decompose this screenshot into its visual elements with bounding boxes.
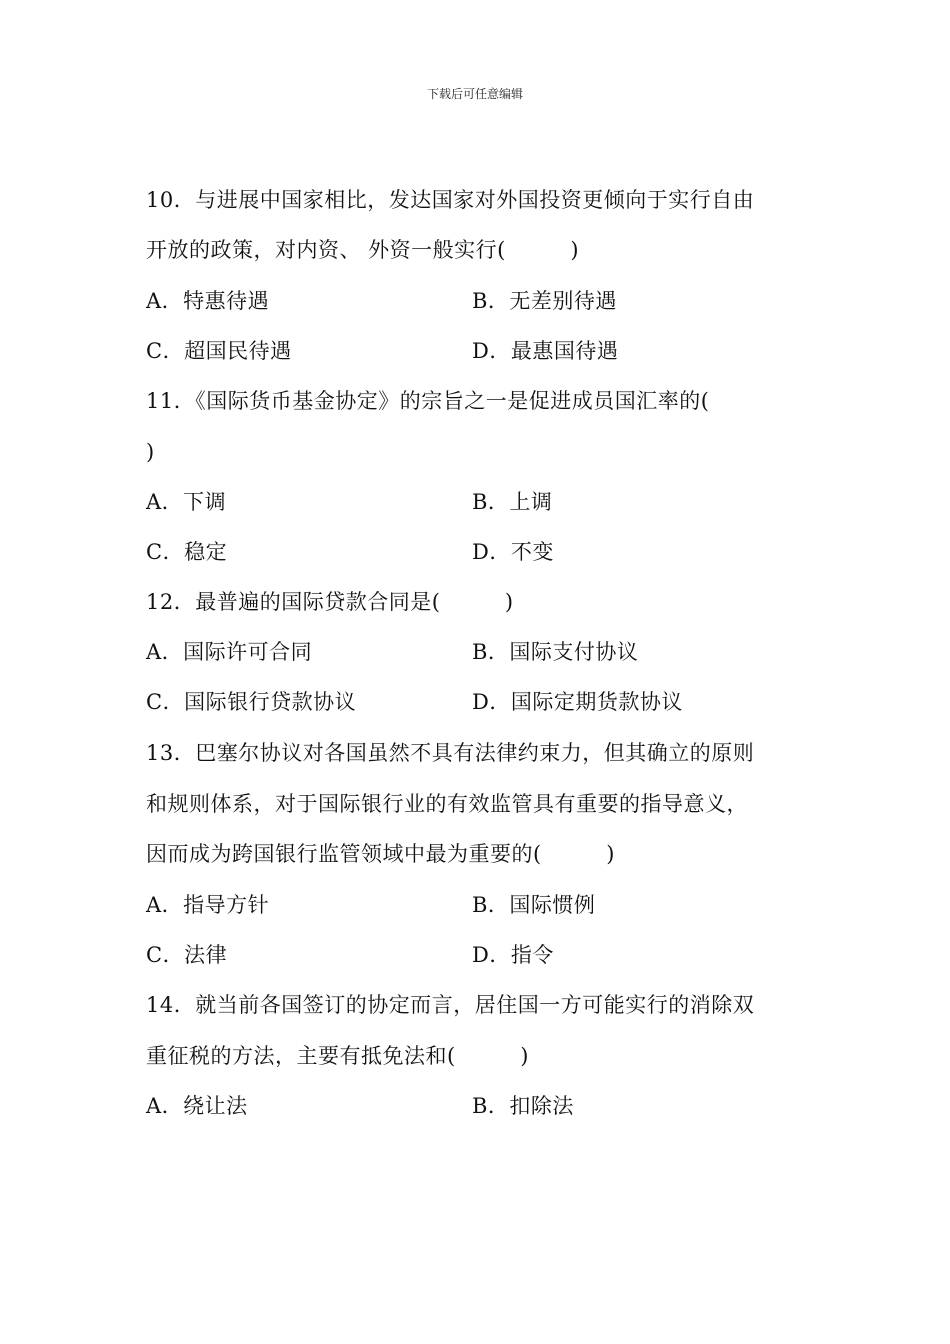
question-14-line-1: 14．就当前各国签订的协定而言，居住国一方可能实行的消除双 (146, 993, 755, 1017)
question-10-option-c: C．超国民待遇 (146, 339, 292, 363)
question-10-option-d: D．最惠国待遇 (472, 339, 619, 363)
question-12-option-d: D．国际定期货款协议 (472, 690, 683, 714)
question-12-option-b: B．国际支付协议 (472, 640, 639, 664)
question-13-option-a: A．指导方针 (146, 893, 270, 917)
question-13-option-c: C．法律 (146, 943, 228, 967)
question-13-line-3: 因而成为跨国银行监管领域中最为重要的( ) (146, 842, 615, 866)
question-10-option-a: A．特惠待遇 (146, 289, 270, 313)
question-13-option-d: D．指令 (472, 943, 554, 967)
question-14-option-a: A．绕让法 (146, 1094, 248, 1118)
question-10-line-2: 开放的政策，对内资、 外资一般实行( ) (146, 238, 580, 262)
question-13-option-b: B．国际惯例 (472, 893, 596, 917)
question-10-line-1: 10．与进展中国家相比，发达国家对外国投资更倾向于实行自由 (146, 188, 755, 212)
question-12-option-c: C．国际银行贷款协议 (146, 690, 357, 714)
question-11-line-1: 11．《国际货币基金协定》的宗旨之一是促进成员国汇率的( (146, 389, 710, 413)
question-12-line-1: 12．最普遍的国际贷款合同是( ) (146, 590, 514, 614)
question-11-option-c: C．稳定 (146, 540, 228, 564)
question-13-line-2: 和规则体系，对于国际银行业的有效监管具有重要的指导意义， (146, 792, 748, 816)
question-11-option-d: D．不变 (472, 540, 554, 564)
question-11-option-b: B．上调 (472, 490, 553, 514)
page-header: 下载后可任意编辑 (426, 87, 523, 101)
question-13-line-1: 13．巴塞尔协议对各国虽然不具有法律约束力，但其确立的原则 (146, 741, 755, 765)
question-11-option-a: A．下调 (146, 490, 227, 514)
question-12-option-a: A．国际许可合同 (146, 640, 313, 664)
question-14-option-b: B．扣除法 (472, 1094, 574, 1118)
question-11-line-2: ) (146, 440, 155, 464)
question-14-line-2: 重征税的方法，主要有抵免法和( ) (146, 1044, 529, 1068)
question-10-option-b: B．无差别待遇 (472, 289, 617, 313)
